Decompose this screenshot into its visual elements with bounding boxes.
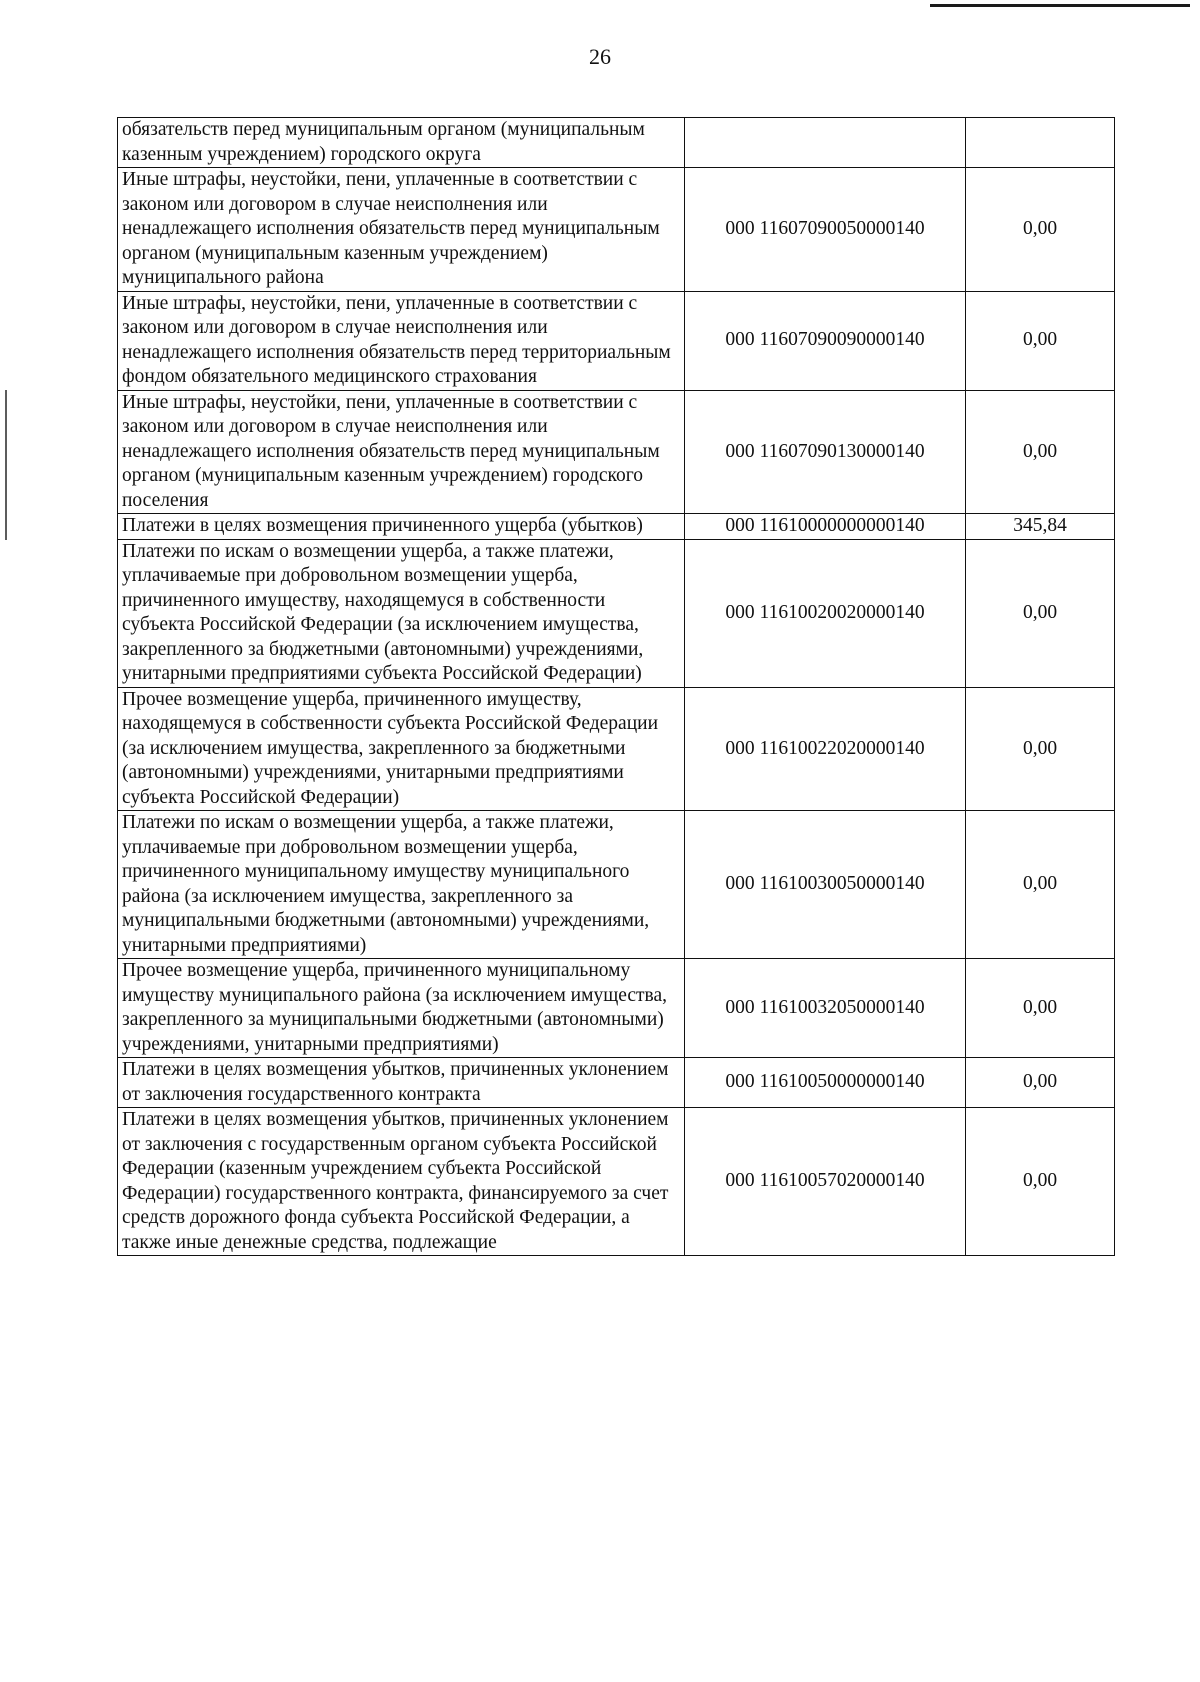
row-code [685, 118, 966, 168]
row-description: Платежи в целях возмещения убытков, причиненных уклонением от заключения с государственным органом субъекта Российской Федерации (казенным учреждением субъекта Российской Федерации) государственного контракта, финансируемого за счет средств дорожного фонда субъекта Российской Федерации, а также иные денежные средства, подлежащие [118, 1108, 685, 1256]
scan-mark [5, 390, 7, 540]
row-code: 000 11610000000000140 [685, 514, 966, 540]
row-code: 000 11610020020000140 [685, 539, 966, 687]
row-amount: 0,00 [966, 1058, 1115, 1108]
top-rule [930, 4, 1190, 7]
row-description: Платежи по искам о возмещении ущерба, а также платежи, уплачиваемые при добровольном возмещении ущерба, причиненного муниципальному имуществу муниципального района (за исключением имущества, закрепленного за муниципальными бюджетными (автономными) учреждениями, унитарными предприятиями) [118, 811, 685, 959]
row-amount: 0,00 [966, 390, 1115, 514]
table-row [118, 390, 1115, 514]
table-row [118, 687, 1115, 811]
page-number: 26 [589, 44, 611, 69]
row-amount: 0,00 [966, 168, 1115, 292]
table-row [118, 811, 1115, 959]
row-amount: 345,84 [966, 514, 1115, 540]
table-row [118, 1108, 1115, 1256]
row-description: Иные штрафы, неустойки, пени, уплаченные в соответствии с законом или договором в случае неисполнения или ненадлежащего исполнения обязательств перед территориальным фондом обязательного медицинского страхования [118, 291, 685, 390]
table-row [118, 1058, 1115, 1108]
row-code: 000 11610050000000140 [685, 1058, 966, 1108]
row-description: Платежи по искам о возмещении ущерба, а также платежи, уплачиваемые при добровольном возмещении ущерба, причиненного имуществу, находящемуся в собственности субъекта Российской Федерации (за исключением имущества, закрепленного за бюджетными (автономными) учреждениями, унитарными предприятиями субъекта Российской Федерации) [118, 539, 685, 687]
row-description: обязательств перед муниципальным органом (муниципальным казенным учреждением) городского округа [118, 118, 685, 168]
row-amount: 0,00 [966, 811, 1115, 959]
row-description: Иные штрафы, неустойки, пени, уплаченные в соответствии с законом или договором в случае неисполнения или ненадлежащего исполнения обязательств перед муниципальным органом (муниципальным казенным учреждением) муниципального района [118, 168, 685, 292]
budget-table [117, 117, 1115, 1256]
row-code: 000 11610032050000140 [685, 959, 966, 1058]
row-code: 000 11607090090000140 [685, 291, 966, 390]
table-row [118, 118, 1115, 168]
table-row [118, 959, 1115, 1058]
row-amount: 0,00 [966, 291, 1115, 390]
row-description: Прочее возмещение ущерба, причиненного имуществу, находящемуся в собственности субъекта Российской Федерации (за исключением имущества, закрепленного за бюджетными (автономными) учреждениями, унитарными предприятиями субъекта Российской Федерации) [118, 687, 685, 811]
row-amount [966, 118, 1115, 168]
table-row [118, 539, 1115, 687]
row-code: 000 11607090130000140 [685, 390, 966, 514]
row-code: 000 11610030050000140 [685, 811, 966, 959]
table-row [118, 514, 1115, 540]
row-description: Иные штрафы, неустойки, пени, уплаченные в соответствии с законом или договором в случае неисполнения или ненадлежащего исполнения обязательств перед муниципальным органом (муниципальным казенным учреждением) городского поселения [118, 390, 685, 514]
row-description: Платежи в целях возмещения убытков, причиненных уклонением от заключения государственного контракта [118, 1058, 685, 1108]
row-code: 000 11610057020000140 [685, 1108, 966, 1256]
row-code: 000 11610022020000140 [685, 687, 966, 811]
row-code: 000 11607090050000140 [685, 168, 966, 292]
table-row [118, 291, 1115, 390]
row-amount: 0,00 [966, 539, 1115, 687]
row-description: Платежи в целях возмещения причиненного ущерба (убытков) [118, 514, 685, 540]
row-amount: 0,00 [966, 959, 1115, 1058]
row-amount: 0,00 [966, 1108, 1115, 1256]
table-row [118, 168, 1115, 292]
row-description: Прочее возмещение ущерба, причиненного муниципальному имуществу муниципального района (за исключением имущества, закрепленного за муниципальными бюджетными (автономными) учреждениями, унитарными предприятиями) [118, 959, 685, 1058]
row-amount: 0,00 [966, 687, 1115, 811]
